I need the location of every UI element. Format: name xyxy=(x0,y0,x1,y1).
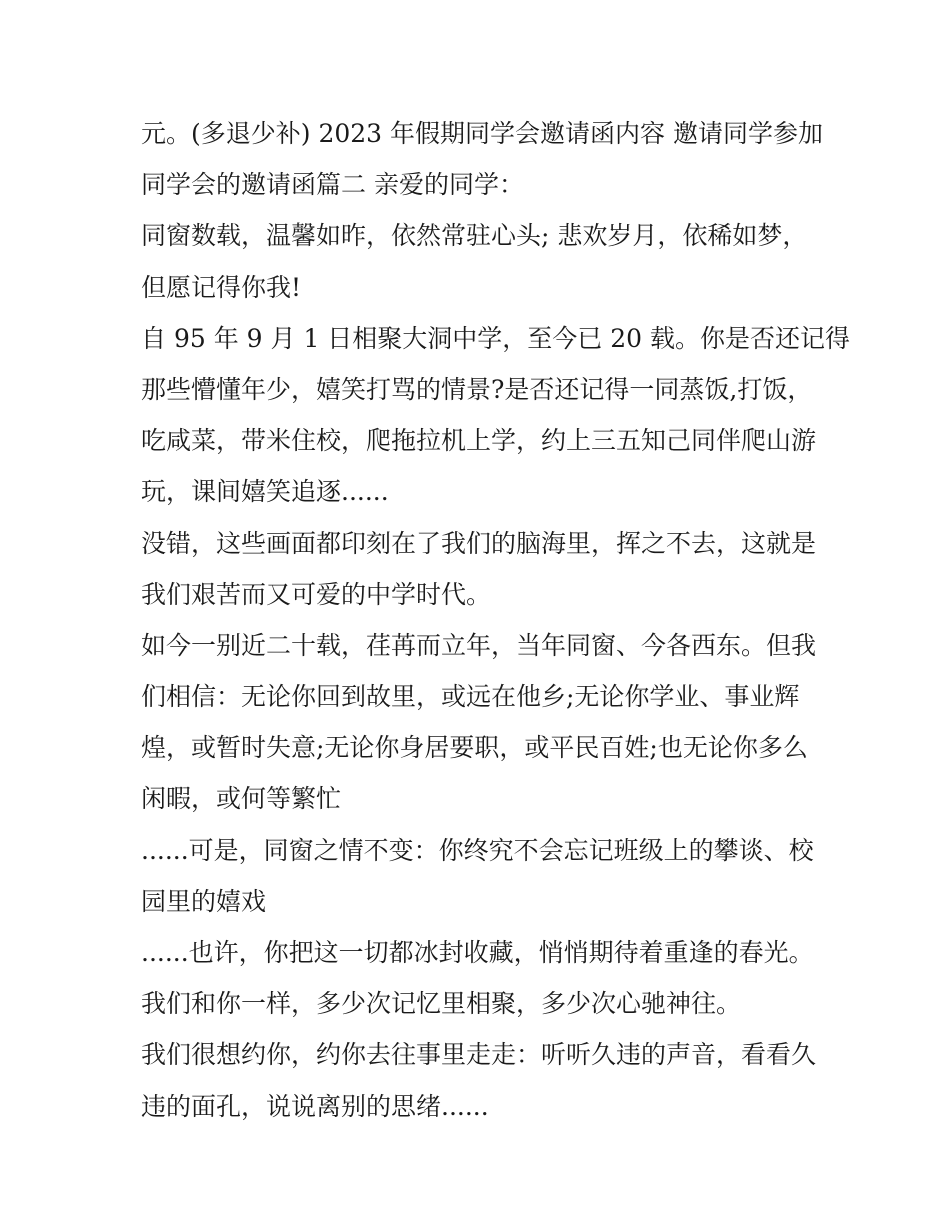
text-line: 自 95 年 9 月 1 日相聚大洞中学，至今已 20 载。你是否还记得 xyxy=(141,323,851,353)
text-line: 玩，课间嬉笑追逐...... xyxy=(141,477,389,507)
text-line: 我们很想约你，约你去往事里走走：听听久违的声音，看看久 xyxy=(141,1040,817,1070)
text-line: 吃咸菜，带米住校，爬拖拉机上学，约上三五知己同伴爬山游 xyxy=(141,426,817,456)
text-line: 但愿记得你我! xyxy=(141,272,302,302)
text-line: 元。(多退少补) 2023 年假期同学会邀请函内容 邀请同学参加 xyxy=(141,119,823,148)
text-line: 那些懵懂年少，嬉笑打骂的情景?是否还记得一同蒸饭,打饭， xyxy=(141,374,813,404)
text-line: 同学会的邀请函篇二 亲爱的同学： xyxy=(141,170,524,200)
text-line: 违的面孔，说说离别的思绪...... xyxy=(141,1091,489,1121)
text-line: 同窗数载，温馨如昨，依然常驻心头; 悲欢岁月，依稀如梦， xyxy=(141,221,808,251)
text-line: 煌，或暂时失意;无论你身居要职，或平民百姓;也无论你多么 xyxy=(141,733,808,763)
text-line: 园里的嬉戏 xyxy=(141,886,267,916)
text-line: 闲暇，或何等繁忙 xyxy=(141,784,342,814)
text-line: ......可是，同窗之情不变：你终究不会忘记班级上的攀谈、校 xyxy=(141,835,814,865)
document-body xyxy=(141,108,851,1132)
text-line: 没错，这些画面都印刻在了我们的脑海里，挥之不去，这就是 xyxy=(141,528,817,558)
text-line: 我们和你一样，多少次记忆里相聚，多少次心驰神往。 xyxy=(141,989,742,1019)
text-line: 们相信：无论你回到故里，或远在他乡;无论你学业、事业辉 xyxy=(141,682,800,712)
text-line: 我们艰苦而又可爱的中学时代。 xyxy=(141,579,492,609)
text-line: 如今一别近二十载，荏苒而立年，当年同窗、今各西东。但我 xyxy=(141,630,817,660)
text-line: ......也许，你把这一切都冰封收藏，悄悄期待着重逢的春光。 xyxy=(141,938,814,967)
